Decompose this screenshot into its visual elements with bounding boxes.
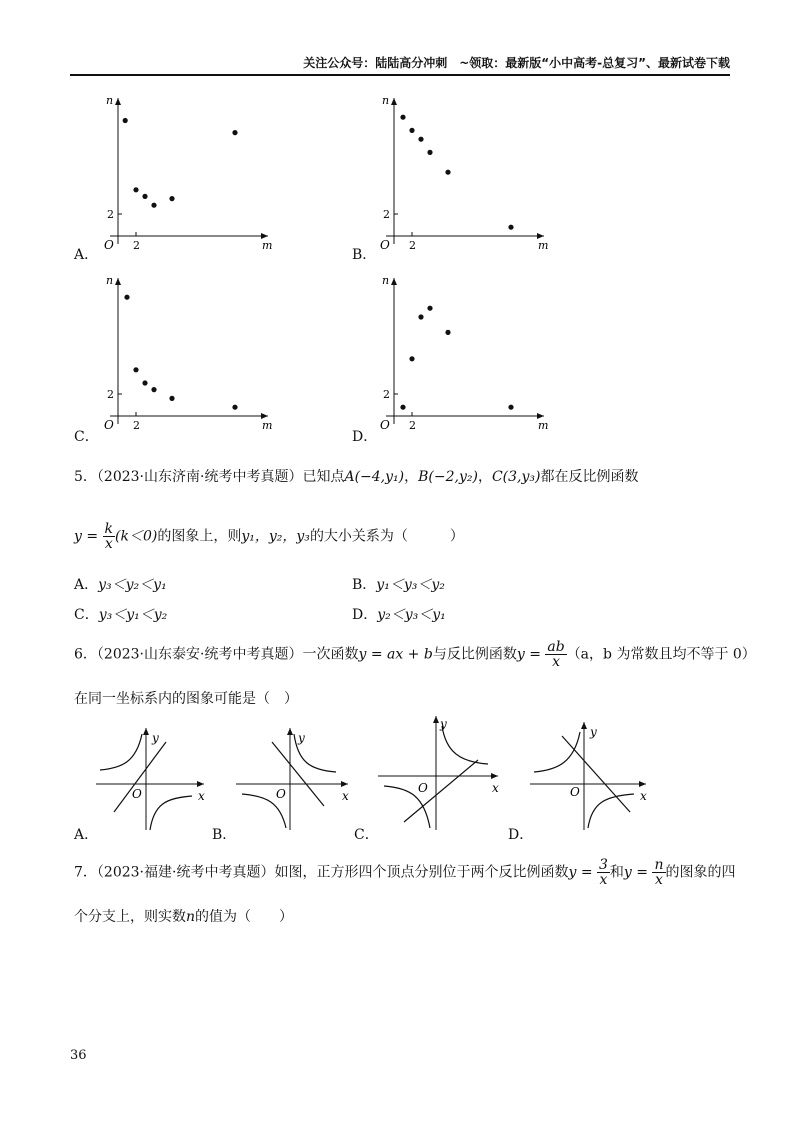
q5-option-a-label: A．	[74, 577, 99, 593]
q7-stem	[74, 858, 736, 887]
q6-c-axis-x: x	[492, 781, 499, 795]
q5-option-a-expr: y₃＜y₂＜y₁	[98, 577, 167, 593]
q5-text2: 都在反比例函数	[540, 469, 639, 485]
q6-text2: 与反比例函数	[432, 646, 517, 663]
q6-d-origin: O	[570, 785, 580, 799]
q4-option-c-label: C．	[74, 429, 99, 445]
q4-a-y-arrow	[115, 98, 121, 105]
q5-func-cond: (k＜0)	[115, 528, 158, 545]
q5-text1: 已知点	[302, 469, 345, 485]
q4-option-b-label: B．	[352, 247, 377, 263]
q6-option-a-label: A．	[74, 827, 99, 843]
q4-b-origin: O	[380, 238, 390, 252]
q7-f1-num: 3	[599, 857, 608, 873]
q6-linear: y = ax + b	[358, 646, 433, 663]
q4-a-point	[232, 130, 237, 135]
q4-a-x-tick-label: 2	[133, 239, 140, 252]
q4-c-point	[151, 387, 156, 392]
q4-d-axis-y-label: n	[382, 274, 390, 287]
page-number: 36	[70, 1048, 87, 1063]
q4-a-axis-y-label: n	[106, 94, 114, 107]
q4-d-axis-x-label: m	[538, 419, 549, 432]
q4-a-point	[151, 203, 156, 208]
q6-a-axis-x: x	[198, 789, 205, 803]
q4-d-point	[418, 314, 423, 319]
q4-d-point	[400, 405, 405, 410]
q5-point-a: A(−4,y₁)	[344, 469, 405, 485]
q6-stem-line2: 在同一坐标系内的图象可能是（ ）	[74, 691, 298, 707]
q4-c-point	[124, 295, 129, 300]
q5-stem	[74, 466, 638, 486]
q5-source: （2023·山东济南·统考中考真题）	[96, 469, 303, 485]
q5-func-num: k	[104, 521, 114, 537]
q5-option-c-label: C．	[74, 607, 99, 623]
q4-c-point	[232, 405, 237, 410]
q5-text3: 的图象上，则	[157, 528, 242, 545]
q5-option-d-expr: y₂＜y₃＜y₁	[377, 607, 446, 623]
q5-sep2: ，	[477, 469, 492, 485]
q4-graph-b	[376, 92, 556, 252]
q6-a-axis-y: y	[152, 731, 159, 745]
q4-graph-d	[376, 272, 556, 432]
q4-d-origin: O	[380, 418, 390, 432]
q4-b-point	[445, 170, 450, 175]
q4-b-point	[418, 137, 423, 142]
q4-a-point	[133, 187, 138, 192]
page-header: 关注公众号：陆陆高分冲刺 ~领取：最新版“小中高考-总复习”、最新试卷下载	[70, 56, 730, 76]
q4-d-y-arrow	[391, 278, 397, 285]
q4-b-y-arrow	[391, 98, 397, 105]
q4-c-point	[133, 367, 138, 372]
q6-b-axis-x: x	[342, 789, 349, 803]
q4-c-x-tick-label: 2	[133, 419, 140, 432]
q4-a-point	[169, 196, 174, 201]
q5-point-c: C(3,y₃)	[491, 469, 541, 485]
q5-func-lhs: y =	[74, 528, 99, 545]
q5-option-b-label: B．	[352, 577, 377, 593]
q4-b-axis-y-label: n	[382, 94, 390, 107]
q4-c-axis-y-label: n	[106, 274, 114, 287]
q4-b-x-tick-label: 2	[409, 239, 416, 252]
q6-option-d-label: D．	[508, 827, 534, 843]
q5-option-d-label: D．	[352, 607, 378, 623]
q6-d-axis-x: x	[640, 789, 647, 803]
q6-inv-fraction	[545, 640, 566, 669]
q4-b-point	[409, 128, 414, 133]
q4-graph-c	[100, 272, 280, 432]
q4-c-axis-x-label: m	[262, 419, 273, 432]
q5-option-a[interactable]	[74, 574, 167, 594]
q6-graph-c	[374, 712, 504, 834]
q7-f2-num: n	[654, 857, 664, 873]
q4-d-x-tick-label: 2	[409, 419, 416, 432]
q6-c-axis-y: y	[440, 717, 447, 731]
q5-vars: y₁，y₂，y₃	[241, 528, 310, 545]
q4-d-point	[445, 330, 450, 335]
q4-b-point	[400, 115, 405, 120]
q5-point-b: B(−2,y₂)	[418, 469, 478, 485]
q7-f2-den: x	[655, 872, 663, 888]
q6-a-origin: O	[132, 787, 142, 801]
q5-option-b-expr: y₁＜y₃＜y₂	[376, 577, 445, 593]
q5-text4: 的大小关系为（ ）	[309, 528, 464, 545]
q4-d-y-tick-label: 2	[383, 388, 390, 401]
q6-d-axis-y: y	[590, 725, 597, 739]
q7-line2a: 个分支上，则实数	[74, 909, 186, 925]
q7-and: 和	[609, 864, 624, 881]
q5-number: 5．	[74, 469, 97, 485]
q4-option-d-label: D．	[352, 429, 378, 445]
q6-option-b-label: B．	[212, 827, 237, 843]
q6-inv-num: ab	[547, 639, 565, 655]
q4-d-point	[508, 405, 513, 410]
q5-func-fraction	[103, 522, 115, 551]
q4-a-origin: O	[104, 238, 114, 252]
q5-option-c[interactable]	[74, 604, 167, 624]
q4-b-y-tick-label: 2	[383, 208, 390, 221]
q4-a-y-tick-label: 2	[107, 208, 114, 221]
q4-c-point	[169, 396, 174, 401]
q6-b-axis-y: y	[298, 731, 305, 745]
q6-text3: （a，b 为常数且均不等于 0）	[566, 646, 756, 663]
q7-source: （2023·福建·统考中考真题）	[96, 864, 275, 881]
q7-f1-lhs: y =	[568, 864, 593, 881]
q6-source: （2023·山东泰安·统考中考真题）	[96, 646, 303, 663]
q4-c-y-arrow	[115, 278, 121, 285]
q4-b-point	[427, 150, 432, 155]
q4-d-point	[409, 356, 414, 361]
q4-graph-a	[100, 92, 273, 252]
q6-graph-a	[92, 722, 212, 834]
q4-a-point	[142, 194, 147, 199]
q6-b-origin: O	[276, 787, 286, 801]
q6-inv-lhs: y =	[516, 646, 541, 663]
q5-stem-line2	[74, 522, 464, 551]
q6-stem	[74, 640, 756, 669]
q7-f2-lhs: y =	[623, 864, 649, 881]
q7-f1-fraction	[597, 858, 610, 887]
q4-option-a-label: A．	[74, 247, 99, 263]
q4-a-point	[123, 118, 128, 123]
q6-inv-den: x	[552, 654, 560, 670]
q7-f1-den: x	[599, 872, 608, 888]
q5-func-den: x	[104, 536, 113, 552]
q6-graph-b	[232, 722, 356, 834]
q7-text1: 如图，正方形四个顶点分别位于两个反比例函数	[274, 864, 569, 881]
q6-text1: 一次函数	[302, 646, 359, 663]
q7-text2: 的图象的四	[665, 864, 736, 881]
q6-c-origin: O	[418, 781, 428, 795]
q4-a-axis-x-label: m	[262, 239, 273, 252]
q4-c-origin: O	[104, 418, 114, 432]
q7-var-n: n	[186, 909, 196, 925]
q7-stem-line2	[74, 906, 293, 926]
q7-f2-fraction	[652, 858, 665, 887]
q5-option-b[interactable]	[352, 574, 445, 594]
q5-sep1: ，	[404, 469, 419, 485]
q4-b-point	[508, 225, 513, 230]
q5-option-d[interactable]	[352, 604, 446, 624]
q4-c-y-tick-label: 2	[107, 388, 114, 401]
q4-d-point	[427, 306, 432, 311]
q7-number: 7．	[74, 864, 97, 881]
q7-line2b: 的值为（ ）	[195, 909, 294, 925]
q6-graph-d	[526, 716, 652, 834]
q5-option-c-expr: y₃＜y₁＜y₂	[98, 607, 168, 623]
q4-c-point	[142, 380, 147, 385]
q6-number: 6．	[74, 646, 97, 663]
q4-b-axis-x-label: m	[538, 239, 549, 252]
q6-option-c-label: C．	[354, 827, 379, 843]
